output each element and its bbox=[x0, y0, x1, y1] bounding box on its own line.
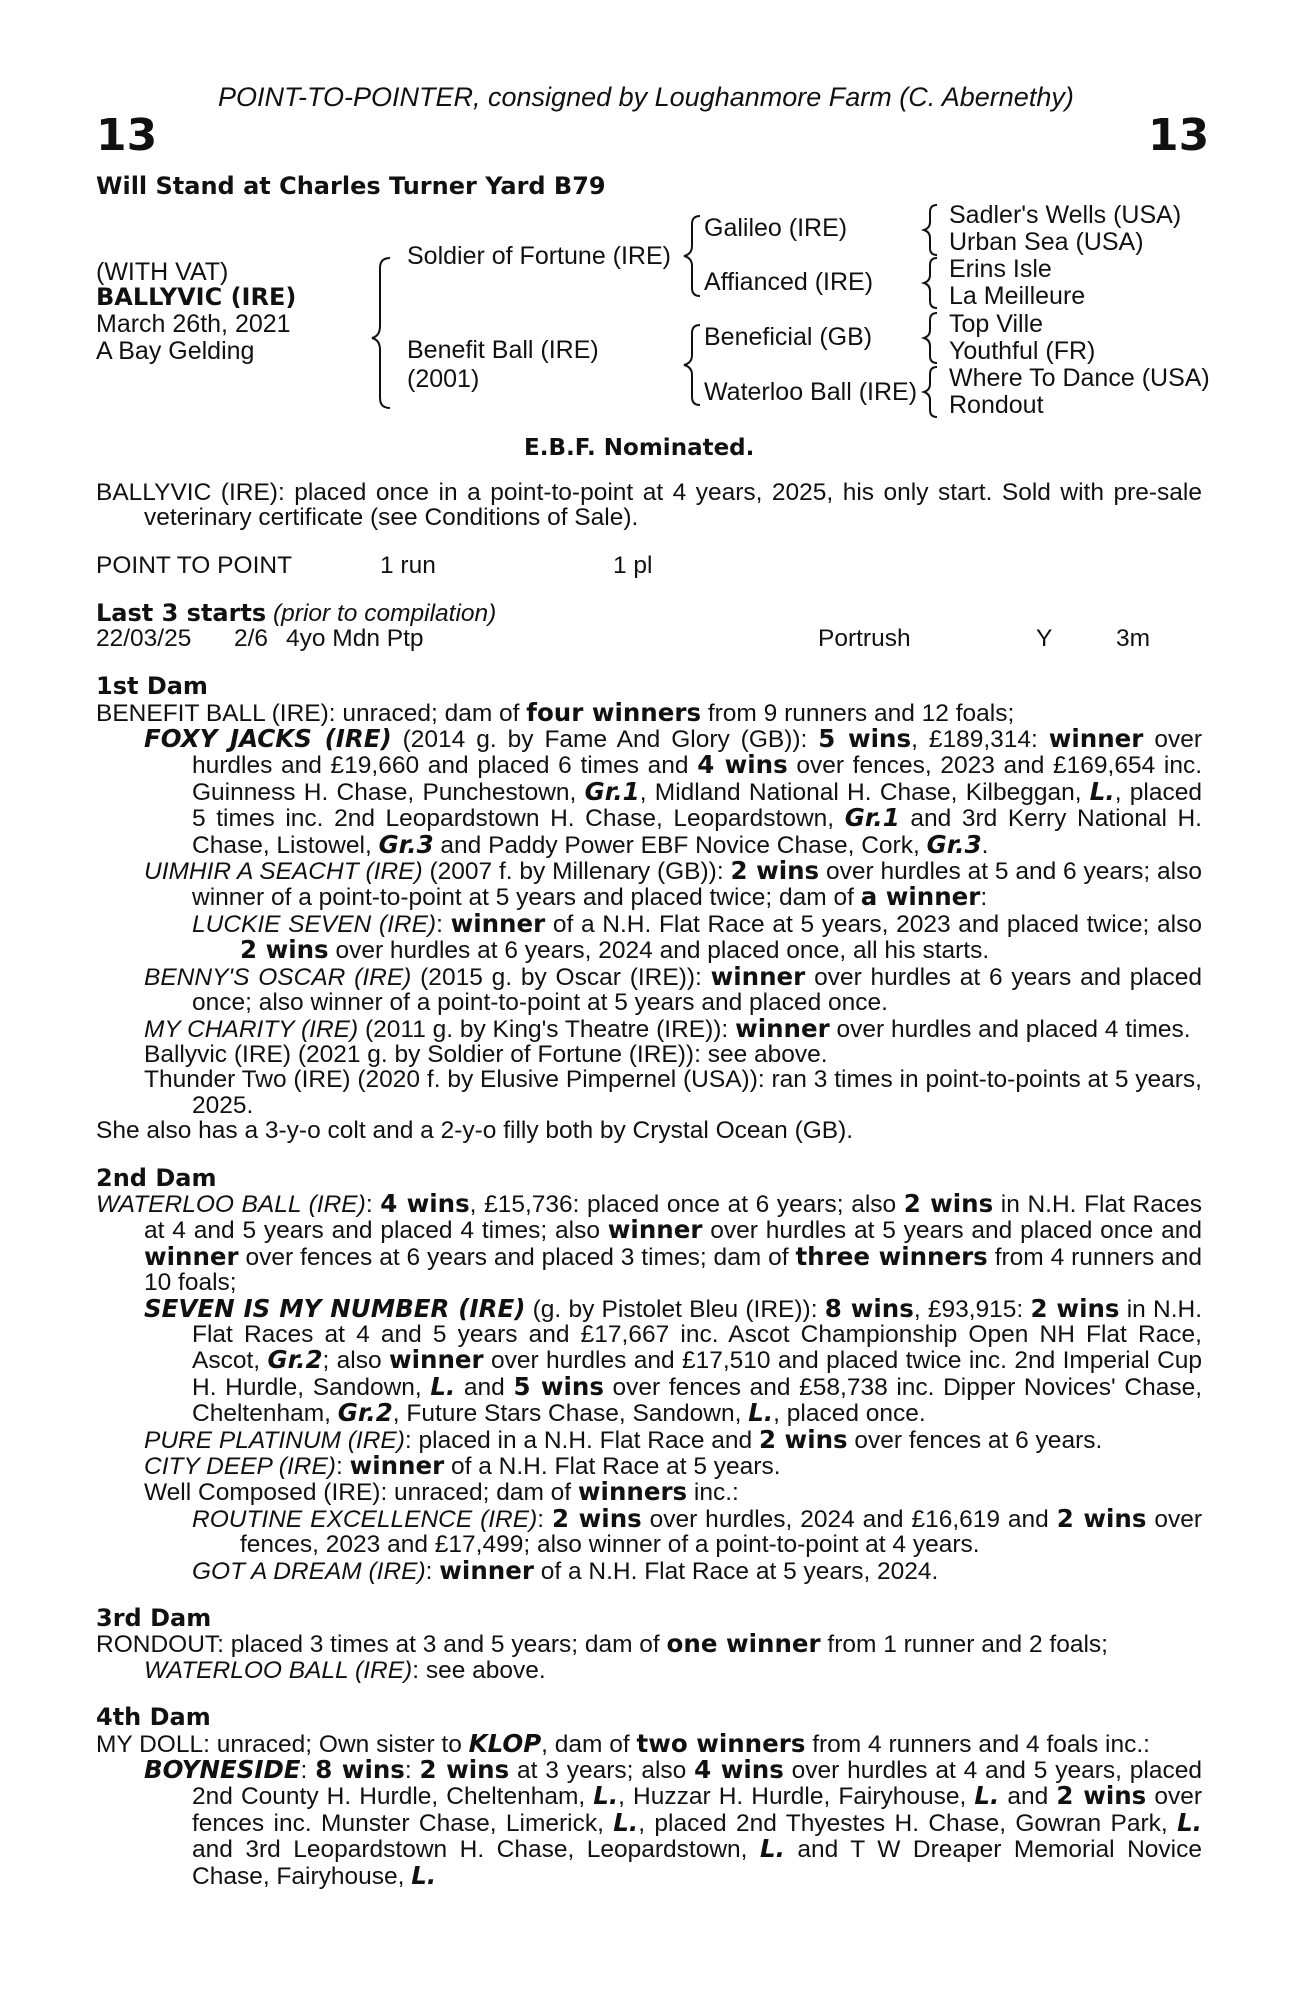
second-dam-intro: WATERLOO BALL (IRE): 4 wins, £15,736: placed once at 6 years; also 2 wins in N.H. Flat Races at 4 and 5 years and placed 4 times; also winner over hurdles at 5 years and placed once and winner over fences at 6 years and placed 3 times; dam of three winners from 4 runners and 10 foals; bbox=[96, 1188, 1202, 1297]
sire-dam: Affianced (IRE) bbox=[704, 268, 874, 296]
g3-ancestor: Urban Sea (USA) bbox=[949, 228, 1144, 256]
vat-note: (WITH VAT) bbox=[96, 258, 229, 286]
sire: Soldier of Fortune (IRE) bbox=[407, 242, 671, 270]
g3-ancestor: La Meilleure bbox=[949, 282, 1086, 310]
record-runs: 1 run bbox=[380, 551, 436, 579]
third-dam-heading: 3rd Dam bbox=[96, 1604, 212, 1633]
produce-ballyvic: Ballyvic (IRE) (2021 g. by Soldier of Fortune (IRE)): see above. bbox=[144, 1040, 828, 1068]
produce-luckie-seven: LUCKIE SEVEN (IRE): winner of a N.H. Flat Race at 5 years, 2023 and placed twice; also 2 wins over hurdles at 6 years, 2024 and placed once, all his starts. bbox=[192, 908, 1202, 965]
third-dam-intro: RONDOUT: placed 3 times at 3 and 5 years; dam of one winner from 1 runner and 2 foals; bbox=[96, 1629, 1108, 1659]
produce-foxy-jacks: FOXY JACKS (IRE) (2014 g. by Fame And Glory (GB)): 5 wins, £189,314: winner over hurdles and £19,660 and placed 6 times and 4 wins over fences, 2023 and £169,654 inc. Guinness H. Chase, Punchestown, Gr.1, Midland National H. Chase, Kilbeggan, L., placed 5 times inc. 2nd Leopardstown H. Chase, Leopardstown, Gr.1 and 3rd Kerry National H. Chase, Listowel, Gr.3 and Paddy Power EBF Novice Chase, Cork, Gr.3. bbox=[144, 724, 1203, 859]
produce-boyneside: BOYNESIDE: 8 wins: 2 wins at 3 years; also 4 wins over hurdles at 4 and 5 years, placed 2nd County H. Hurdle, Cheltenham, L., Huzzar H. Hurdle, Fairyhouse, L. and 2 wins over fences inc. Munster Chase, Limerick, L., placed 2nd Thyestes H. Chase, Gowran Park, L. and 3rd Leopardstown H. Chase, Leopardstown, L. and T W Dreaper Memorial Novice Chase, Fairyhouse, L. bbox=[144, 1755, 1202, 1890]
fourth-dam-intro: MY DOLL: unraced; Own sister to KLOP, dam of two winners from 4 runners and 4 foals inc.: bbox=[96, 1728, 1150, 1758]
fourth-dam-heading: 4th Dam bbox=[96, 1703, 211, 1732]
race-record bbox=[96, 553, 1202, 579]
record-label: POINT TO POINT bbox=[96, 551, 293, 579]
produce-waterloo-ball: WATERLOO BALL (IRE): see above. bbox=[144, 1656, 546, 1684]
last-starts-heading: Last 3 starts (prior to compilation) bbox=[96, 598, 497, 627]
record-places: 1 pl bbox=[613, 551, 653, 579]
produce-pure-platinum: PURE PLATINUM (IRE): placed in a N.H. Flat Race and 2 wins over fences at 6 years. bbox=[144, 1424, 1103, 1454]
start-date: 22/03/25 bbox=[96, 625, 192, 653]
first-dam-intro: BENEFIT BALL (IRE): unraced; dam of four winners from 9 runners and 12 foals; bbox=[96, 697, 1015, 727]
catalogue-header: POINT-TO-POINTER, consigned by Loughanmore Farm (C. Abernethy) bbox=[218, 82, 1074, 112]
last-start-row bbox=[96, 626, 1202, 652]
stand-location: Will Stand at Charles Turner Yard B79 bbox=[96, 172, 606, 200]
produce-thunder-two: Thunder Two (IRE) (2020 f. by Elusive Pimpernel (USA)): ran 3 times in point-to-points at 5 years, 2025. bbox=[144, 1066, 1202, 1119]
g3-ancestor: Sadler's Wells (USA) bbox=[949, 201, 1182, 229]
produce-my-charity: MY CHARITY (IRE) (2011 g. by King's Theatre (IRE)): winner over hurdles and placed 4 times. bbox=[144, 1013, 1191, 1043]
horse-description: A Bay Gelding bbox=[96, 337, 255, 365]
start-distance: 3m bbox=[1116, 625, 1151, 653]
lot-number-right: 13 bbox=[1148, 110, 1210, 161]
g3-ancestor: Erins Isle bbox=[949, 255, 1052, 283]
dam: Benefit Ball (IRE) bbox=[407, 336, 599, 364]
first-dam-heading: 1st Dam bbox=[96, 672, 208, 701]
first-dam-also: She also has a 3-y-o colt and a 2-y-o filly both by Crystal Ocean (GB). bbox=[96, 1117, 854, 1145]
catalogue-body bbox=[96, 480, 1202, 1889]
dam-sire: Beneficial (GB) bbox=[704, 323, 873, 351]
lot-number-left: 13 bbox=[96, 110, 158, 161]
dam-year: (2001) bbox=[407, 365, 480, 393]
ebf-nomination: E.B.F. Nominated. bbox=[524, 435, 755, 461]
start-race: 4yo Mdn Ptp bbox=[286, 625, 424, 653]
start-position: 2/6 bbox=[234, 625, 269, 653]
produce-bennys-oscar: BENNY'S OSCAR (IRE) (2015 g. by Oscar (IRE)): winner over hurdles at 6 years and placed once; also winner of a point-to-point at 5 years and placed once. bbox=[144, 961, 1202, 1017]
summary-paragraph: BALLYVIC (IRE): placed once in a point-to-point at 4 years, 2025, his only start. Sold with pre-sale veterinary certificate (see Conditions of Sale). bbox=[96, 479, 1202, 532]
start-course: Portrush bbox=[818, 625, 911, 653]
sire-sire: Galileo (IRE) bbox=[704, 214, 848, 242]
horse-foaled: March 26th, 2021 bbox=[96, 310, 291, 338]
produce-routine-excellence: ROUTINE EXCELLENCE (IRE): 2 wins over hurdles, 2024 and £16,619 and 2 wins over fences, 2023 and £17,499; also winner of a point-to-point at 4 years. bbox=[192, 1503, 1203, 1559]
produce-got-a-dream: GOT A DREAM (IRE): winner of a N.H. Flat Race at 5 years, 2024. bbox=[192, 1555, 939, 1585]
g3-ancestor: Youthful (FR) bbox=[949, 337, 1096, 365]
g3-ancestor: Top Ville bbox=[949, 310, 1044, 338]
start-going: Y bbox=[1036, 625, 1053, 653]
second-dam-heading: 2nd Dam bbox=[96, 1163, 217, 1192]
horse-name: BALLYVIC (IRE) bbox=[96, 283, 297, 311]
g3-ancestor: Rondout bbox=[949, 391, 1044, 419]
produce-uimhir-a-seacht: UIMHIR A SEACHT (IRE) (2007 f. by Millenary (GB)): 2 wins over hurdles at 5 and 6 years; also winner of a point-to-point at 5 years and placed twice; dam of a winner: bbox=[144, 856, 1202, 912]
produce-well-composed: Well Composed (IRE): unraced; dam of winners inc.: bbox=[144, 1477, 739, 1507]
produce-city-deep: CITY DEEP (IRE): winner of a N.H. Flat Race at 5 years. bbox=[144, 1451, 781, 1480]
dam-dam: Waterloo Ball (IRE) bbox=[704, 378, 918, 406]
g3-ancestor: Where To Dance (USA) bbox=[949, 364, 1210, 392]
produce-seven-is-my-number: SEVEN IS MY NUMBER (IRE) (g. by Pistolet Bleu (IRE)): 8 wins, £93,915: 2 wins in N.H. Flat Races at 4 and 5 years and £17,667 inc. Ascot Championship Open NH Flat Race, Ascot, Gr.2; also winner over hurdles and £17,510 and placed twice inc. 2nd Imperial Cup H. Hurdle, Sandown, L. and 5 wins over fences and £58,738 inc. Dipper Novices' Chase, Cheltenham, Gr.2, Future Stars Chase, Sandown, L., placed once. bbox=[144, 1293, 1203, 1428]
